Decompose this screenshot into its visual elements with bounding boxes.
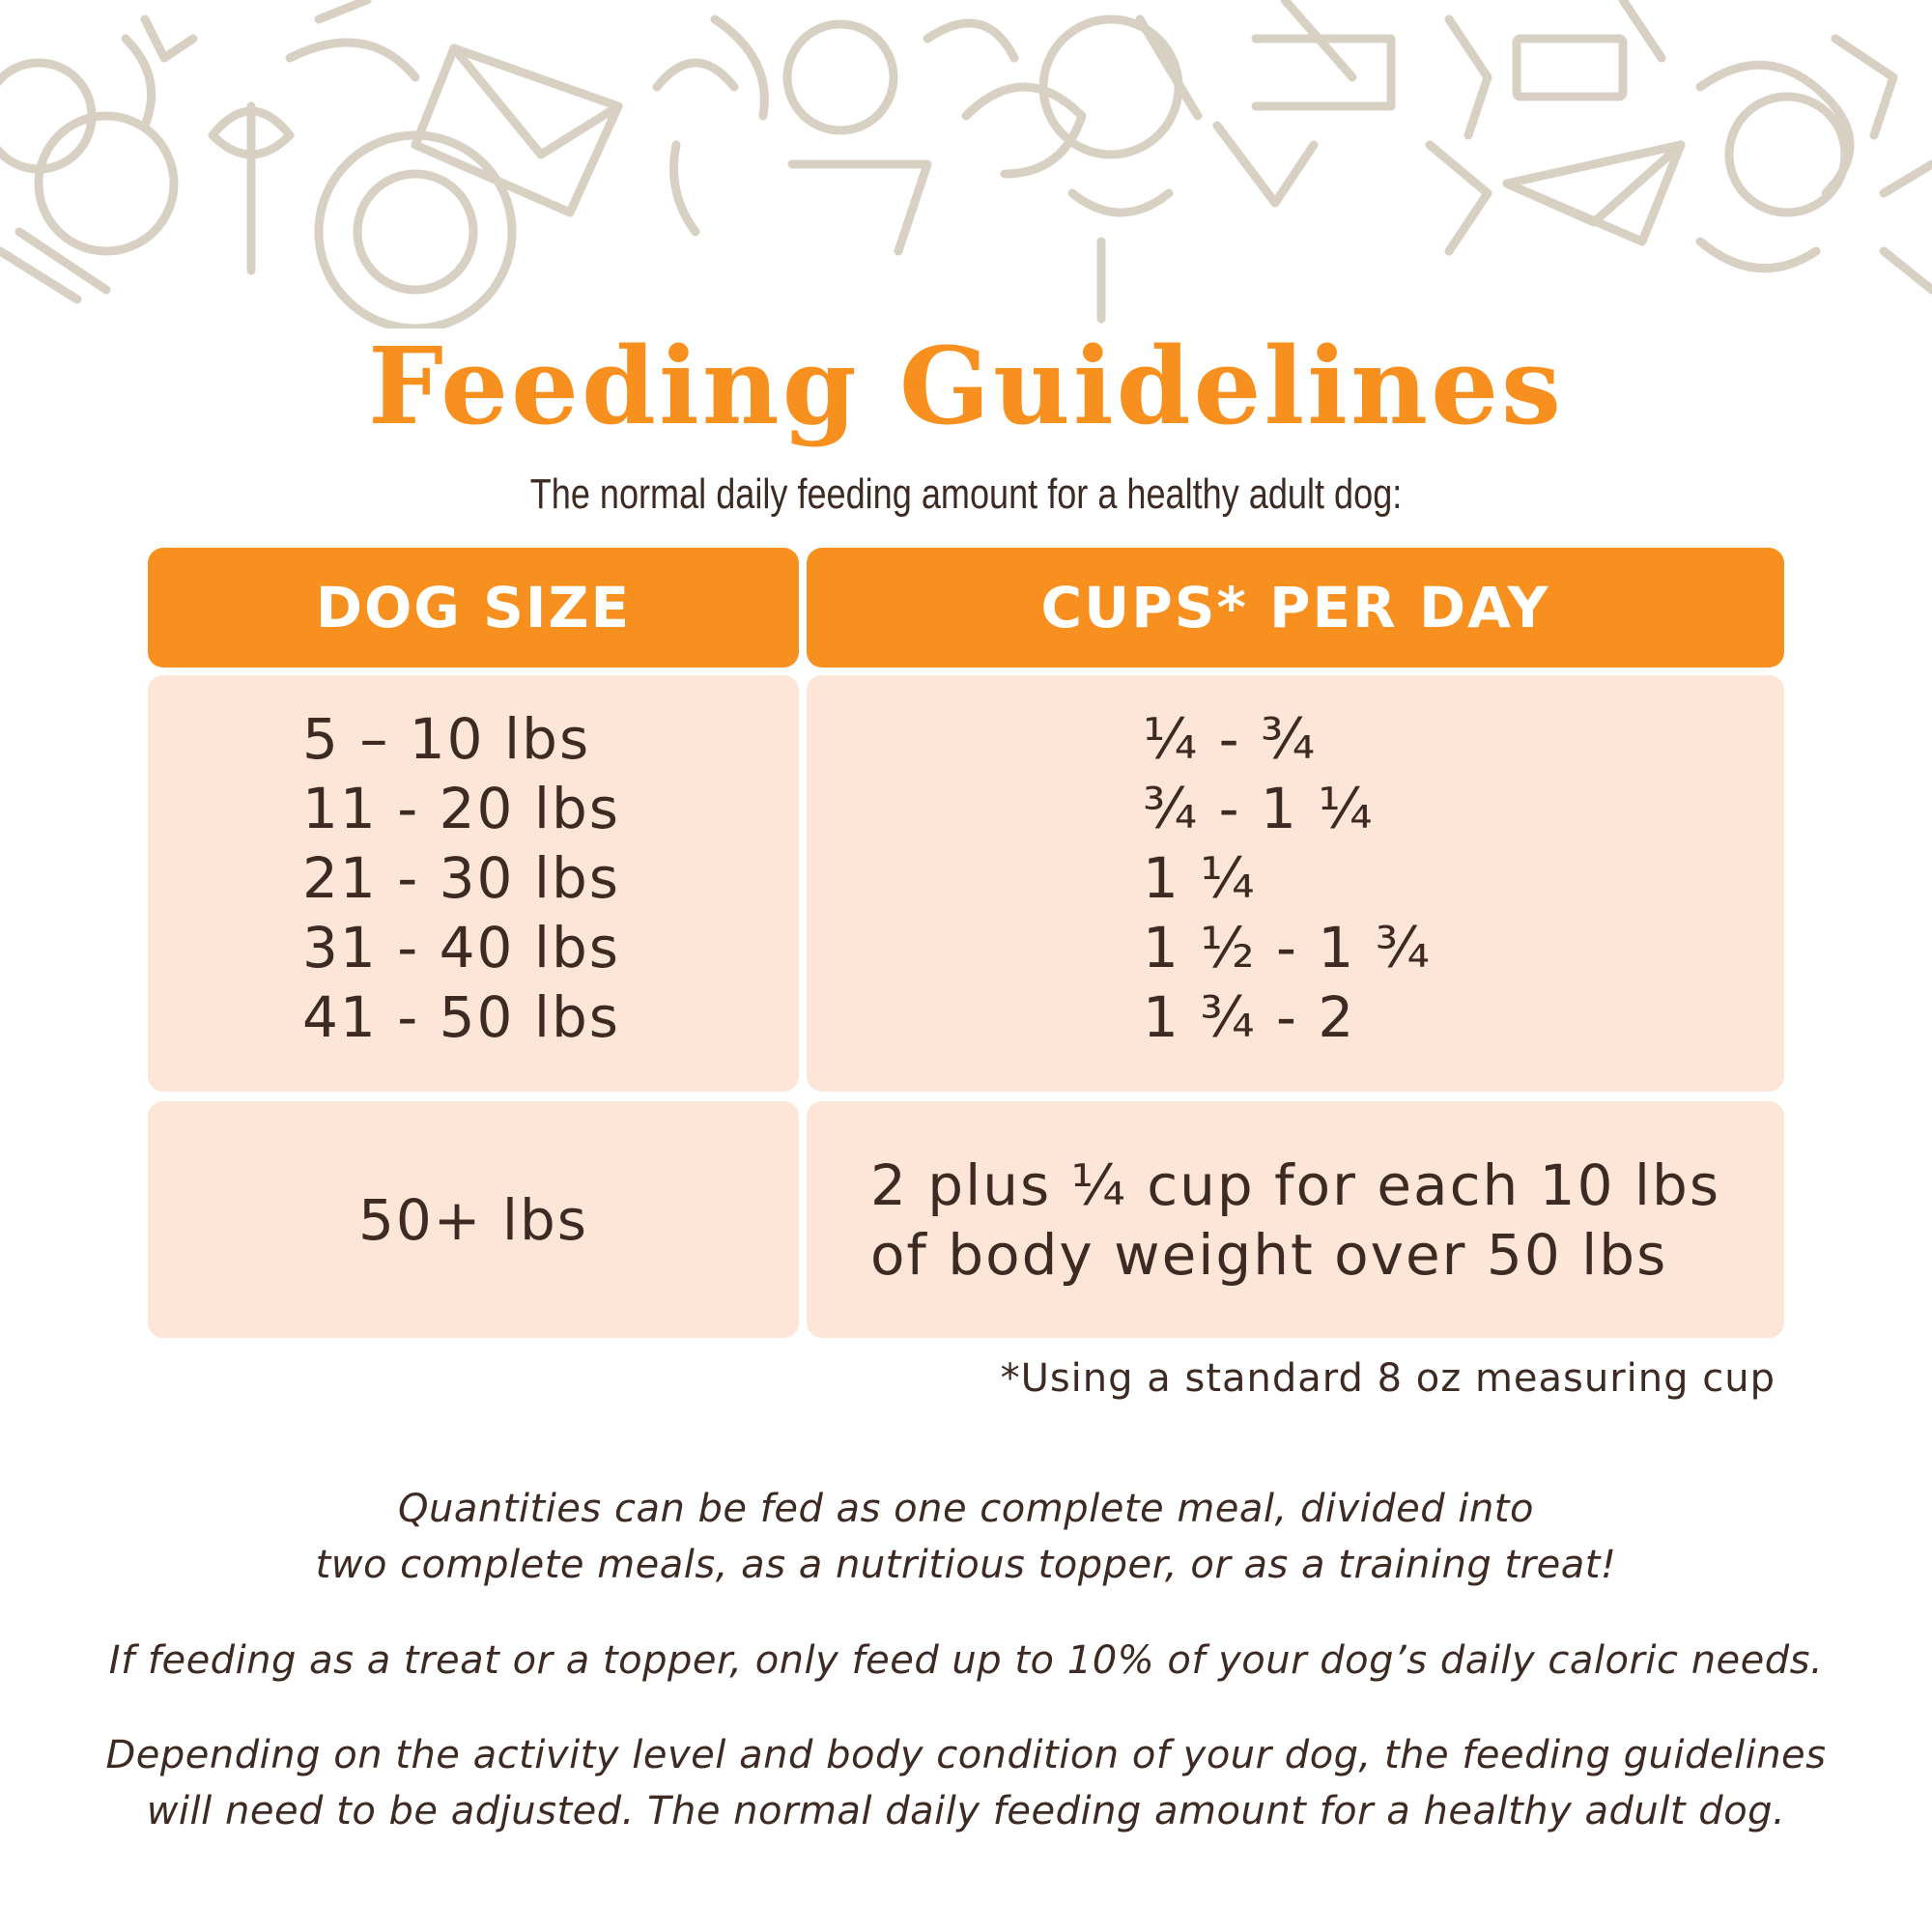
over-size-value: 50+ lbs [358, 1186, 588, 1253]
over-cups-text [870, 1151, 1720, 1290]
note-paragraph-meals [0, 1481, 1932, 1593]
note-line: will need to be adjusted. The normal daily feeding amount for a healthy adult dog. [146, 1789, 1786, 1833]
cups-value: 1 ¾ - 2 [1143, 984, 1356, 1050]
note-line: If feeding as a treat or a topper, only feed up to 10% of your dog’s daily caloric needs. [108, 1638, 1824, 1683]
size-value: 5 – 10 lbs [302, 706, 591, 772]
food-doodle-pattern-icon [0, 0, 1932, 328]
over-cups-line: of body weight over 50 lbs [869, 1221, 1668, 1288]
size-value: 41 - 50 lbs [302, 984, 620, 1050]
over-cups-cell [807, 1101, 1784, 1338]
measuring-cup-footnote: *Using a standard 8 oz measuring cup [1000, 1356, 1776, 1401]
size-column-cell [148, 675, 799, 1092]
size-value: 31 - 40 lbs [302, 915, 620, 980]
size-value: 21 - 30 lbs [302, 845, 620, 911]
note-line: Quantities can be fed as one complete meal, divided into [398, 1487, 1534, 1531]
header-cups-per-day [807, 548, 1784, 668]
cups-value: 1 ¼ [1143, 845, 1257, 911]
page-title: Feeding Guidelines [367, 324, 1564, 448]
cups-value: 1 ½ - 1 ¾ [1143, 915, 1432, 980]
note-line: Depending on the activity level and body condition of your dog, the feeding guidelines [105, 1733, 1827, 1777]
cups-value: ¼ - ¾ [1143, 706, 1318, 772]
note-line: two complete meals, as a nutritious topper, or as a training treat! [315, 1543, 1617, 1587]
over-cups-line: 2 plus ¼ cup for each 10 lbs [869, 1151, 1721, 1218]
note-paragraph-treat [0, 1633, 1932, 1689]
cups-list [1143, 704, 1432, 1052]
note-paragraph-adjust [0, 1727, 1932, 1839]
over-size-cell [148, 1101, 799, 1338]
page-subtitle: The normal daily feeding amount for a healthy adult dog: [529, 470, 1403, 518]
size-value: 11 - 20 lbs [302, 776, 620, 841]
header-dog-size [148, 548, 799, 668]
size-list [302, 704, 620, 1052]
header-cups-per-day-label: CUPS* PER DAY [1040, 575, 1550, 640]
cups-column-cell [807, 675, 1784, 1092]
cups-value: ¾ - 1 ¼ [1143, 776, 1375, 841]
header-dog-size-label: DOG SIZE [315, 575, 632, 640]
